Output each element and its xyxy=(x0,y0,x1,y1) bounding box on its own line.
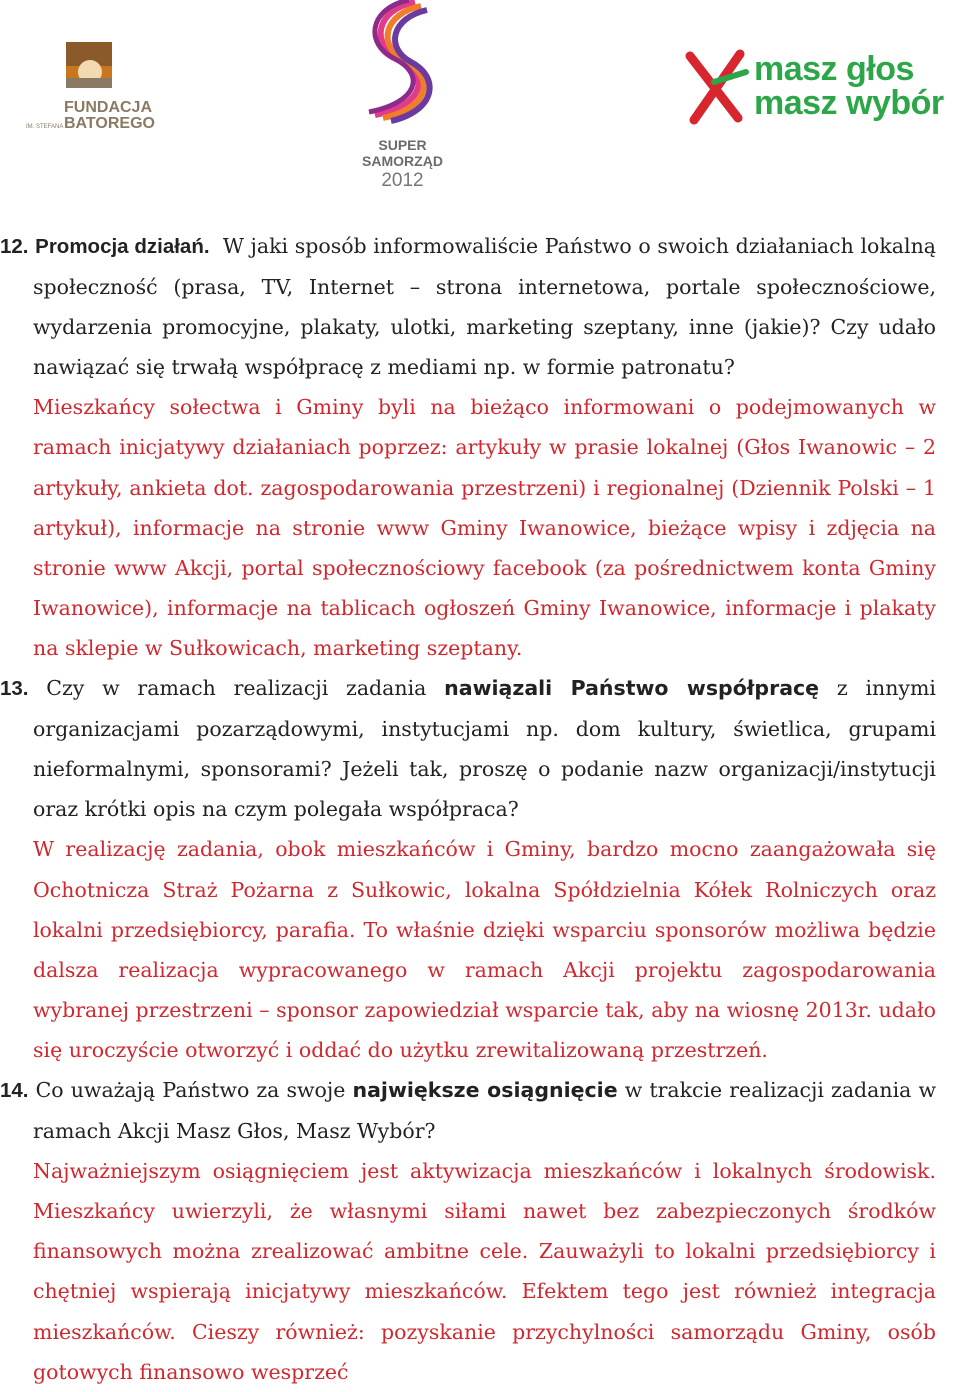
fundacja-batorego-logo xyxy=(24,38,154,138)
masz-glos-masz-wybor-logo xyxy=(684,48,956,128)
super-samorzad-swirl-icon xyxy=(355,0,450,135)
question-14 xyxy=(0,1070,936,1151)
question-13-bold: nawiązali Państwo współpracę xyxy=(444,676,820,701)
fundacja-emblem-icon xyxy=(24,38,154,98)
page-header xyxy=(0,0,960,200)
masz-line1: masz głos xyxy=(754,50,914,88)
fundacja-line2: BATOREGO xyxy=(64,115,155,132)
question-13-text-1: Czy w ramach realizacji zadania xyxy=(46,676,427,701)
question-13-number: 13. xyxy=(0,677,29,701)
question-14-text-1: Co uważają Państwo za swoje xyxy=(35,1077,346,1102)
question-12-title: Promocja działań. xyxy=(35,235,210,258)
question-12-text: W jaki sposób informowaliście Państwo o swoich działaniach lokalną społeczność (prasa, TV, Internet – strona internetowa, portale społecznościowe, wydarzenia promocyjne, plakaty, ulotki, marketing szeptany, inne (jakie)? Czy udało nawiązać się trwałą współpracę z mediami np. w formie patronatu? xyxy=(33,234,936,380)
question-13 xyxy=(0,668,936,829)
question-12 xyxy=(0,226,936,387)
answer-13: W realizację zadania, obok mieszkańców i Gminy, bardzo mocno zaangażowała się Ochotnicza Straż Pożarna z Sułkowic, lokalna Spółdzielnia Kółek Rolniczych oraz lokalni przedsiębiorcy, parafia. To właśnie dzięki wsparciu sponsorów możliwa będzie dalsza realizacja wypracowanego w ramach Akcji projektu zagospodarowania wybranej przestrzeni – sponsor zapowiedział wsparcie tak, aby na wiosnę 2013r. udało się uroczyście otworzyć i oddać do użytku zrewitalizowaną przestrzeń. xyxy=(33,837,936,1062)
super-samorzad-logo xyxy=(355,0,450,195)
fundacja-line1: FUNDACJA xyxy=(64,99,152,116)
question-12-number: 12. xyxy=(0,235,29,258)
question-14-text-2: w trakcie realizacji zadania w ramach Akcji Masz Głos, Masz Wybór? xyxy=(33,1077,936,1144)
question-14-bold: największe osiągnięcie xyxy=(352,1077,618,1102)
answer-12: Mieszkańcy sołectwa i Gminy byli na bieżąco informowani o podejmowanych w ramach inicjatywy działaniach poprzez: artykuły w prasie lokalnej (Głos Iwanowic – 2 artykuły, ankieta dot. zagospodarowania przestrzeni) i regionalnej (Dziennik Polski – 1 artykuł), informacje na stronie www Gminy Iwanowice, bieżące wpisy i zdjęcia na stronie www Akcji, portal społecznościowy facebook (za pośrednictwem konta Gminy Iwanowice), informacje na tablicach ogłoszeń Gminy Iwanowice, informacje i plakaty na sklepie w Sułkowicach, marketing szeptany. xyxy=(33,395,936,660)
fundacja-small-text: IM. STEFANA xyxy=(26,124,64,130)
super-line3: 2012 xyxy=(381,170,424,191)
answer-14: Najważniejszym osiągnięciem jest aktywizacja mieszkańców i lokalnych środowisk. Mieszkańcy uwierzyli, że własnymi siłami nawet bez zabezpieczonych środków finansowych można zrealizować ambitne cele. Zauważyli to lokalni przedsiębiorcy i chętniej wspierają inicjatywy mieszkańców. Efektem tego jest również integracja mieszkańców. Cieszy również: pozyskanie przychylności samorządu Gminy, osób gotowych finansowo wesprzeć xyxy=(33,1159,936,1384)
masz-line2: masz wybór xyxy=(754,84,944,122)
super-line2: SAMORZĄD xyxy=(362,153,443,169)
ballot-x-icon xyxy=(684,48,754,128)
question-13-text-2: z innymi organizacjami pozarządowymi, instytucjami np. dom kultury, świetlica, grupami nieformalnymi, sponsorami? Jeżeli tak, proszę o podanie nazw organizacji/instytucji oraz krótki opis na czym polegała współpraca? xyxy=(33,676,936,822)
question-14-number: 14. xyxy=(0,1078,29,1102)
document-body xyxy=(0,226,936,1392)
super-line1: SUPER xyxy=(378,137,427,153)
